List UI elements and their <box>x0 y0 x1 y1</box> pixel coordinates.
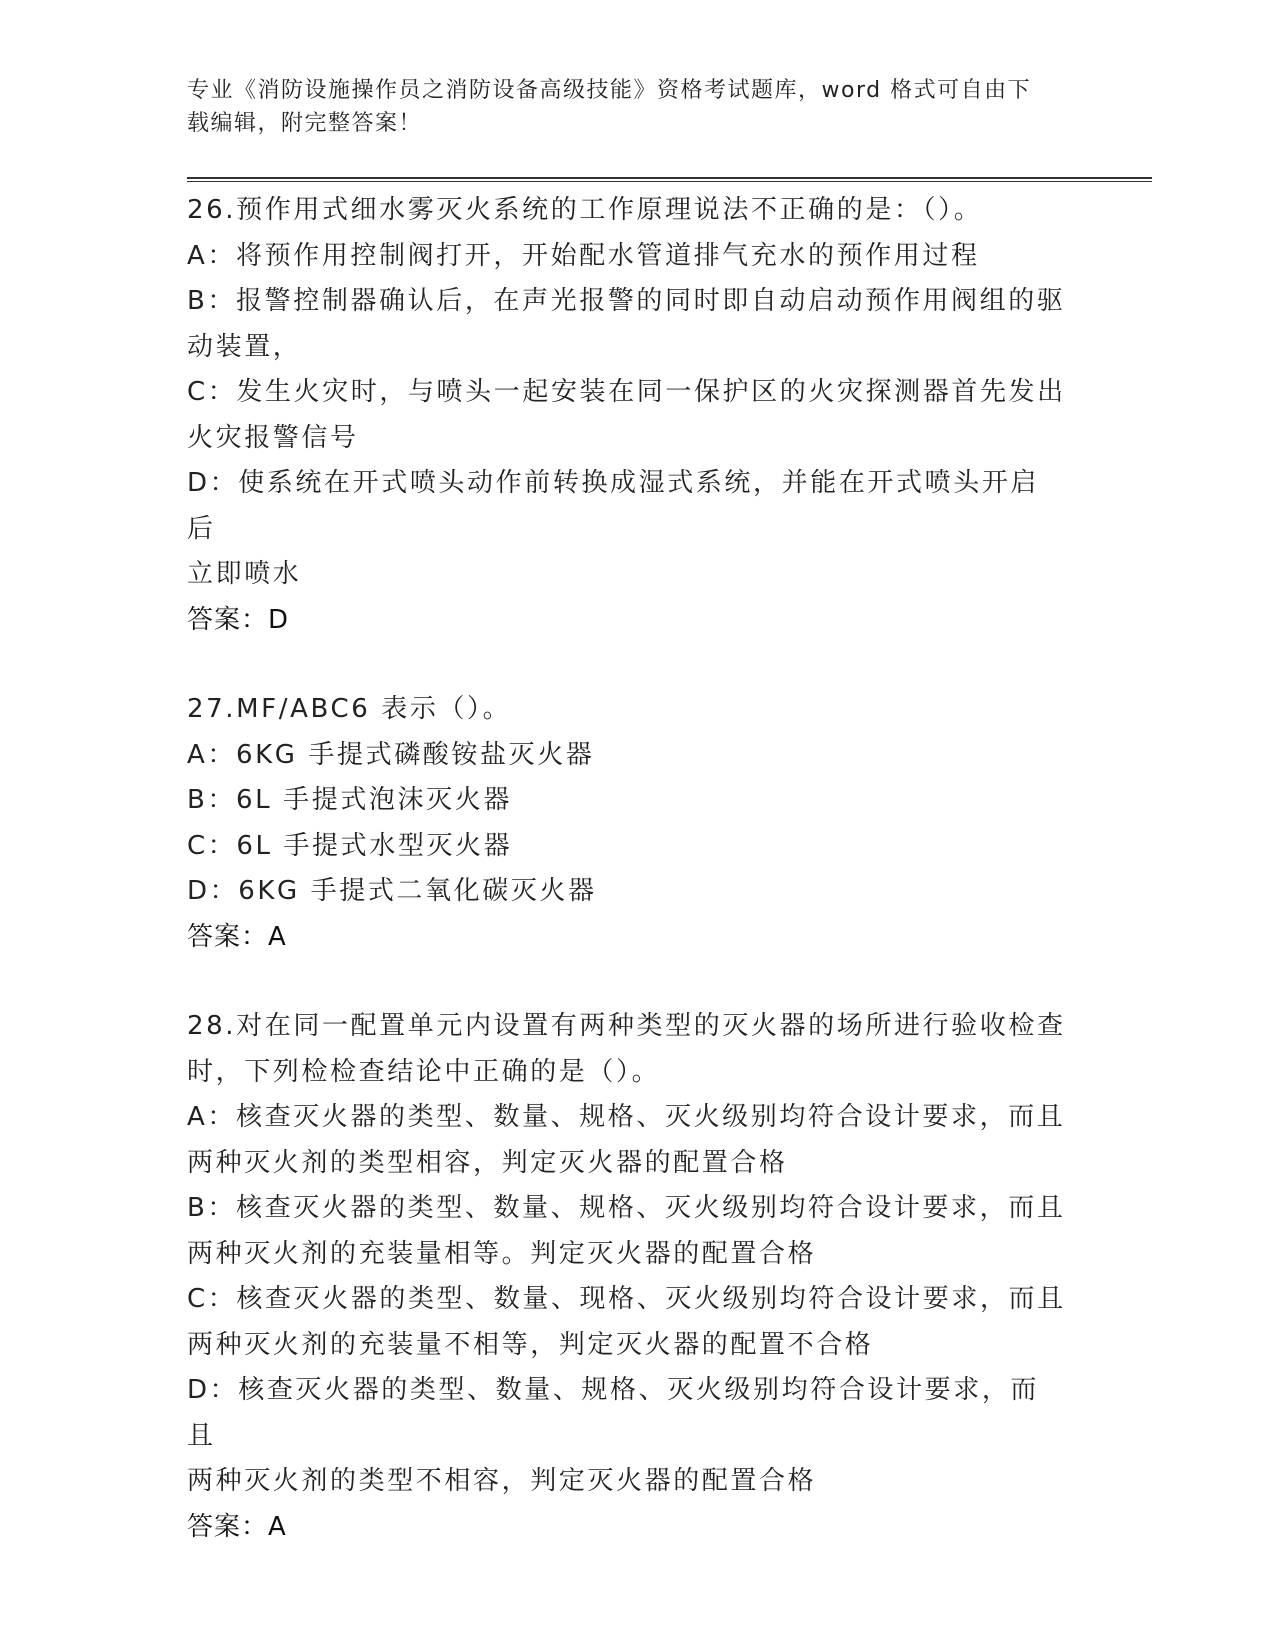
answer-value: A <box>268 1511 286 1542</box>
question-list <box>187 188 1067 1594</box>
header-line-1: 专业《消防设施操作员之消防设备高级技能》资格考试题库，word 格式可自由下 <box>187 78 1032 103</box>
option-b: B：核查灭火器的类型、数量、规格、灭火级别均符合设计要求，而且 <box>187 1193 1066 1223</box>
option-c-continued: 火灾报警信号 <box>187 422 359 453</box>
option-c-continued: 两种灭火剂的充装量不相等，判定灭火器的配置不合格 <box>187 1329 874 1360</box>
option-b: B：6L 手提式泡沫灭火器 <box>187 785 512 815</box>
option-c: C：6L 手提式水型灭火器 <box>187 830 513 861</box>
answer <box>187 915 1067 961</box>
page-header <box>187 74 1067 140</box>
option-a: A：核查灭火器的类型、数量、规格、灭火级别均符合设计要求，而且 <box>187 1102 1066 1132</box>
option-d-continued: 立即喷水 <box>187 559 302 589</box>
option-d: D：核查灭火器的类型、数量、规格、灭火级别均符合设计要求，而且 <box>187 1375 1040 1451</box>
option-b: B：报警控制器确认后，在声光报警的同时即自动启动预作用阀组的驱 <box>187 286 1066 316</box>
question-stem-line: 26.预作用式细水雾灭火系统的工作原理说法不正确的是：（）。 <box>187 195 983 225</box>
option-b-continued: 两种灭火剂的充装量相等。判定灭火器的配置合格 <box>187 1238 817 1269</box>
option-c: C：发生火灾时，与喷头一起安装在同一保护区的火灾探测器首先发出 <box>187 377 1066 407</box>
option-d: D：使系统在开式喷头动作前转换成湿式系统，并能在开式喷头开启后 <box>187 468 1040 544</box>
question-stem-line-continued: 时，下列检检查结论中正确的是（）。 <box>187 1056 661 1087</box>
answer-value: D <box>268 604 289 635</box>
question-27 <box>187 687 1067 960</box>
answer-label: 答案： <box>187 921 269 952</box>
option-a: A：将预作用控制阀打开，开始配水管道排气充水的预作用过程 <box>187 240 980 271</box>
question-stem-line: 27.MF/ABC6 表示（）。 <box>187 694 512 724</box>
option-a-continued: 两种灭火剂的类型相容，判定灭火器的配置合格 <box>187 1147 788 1178</box>
option-d-continued: 两种灭火剂的类型不相容，判定灭火器的配置合格 <box>187 1466 817 1496</box>
option-a: A：6KG 手提式磷酸铵盐灭火器 <box>187 739 595 770</box>
answer <box>187 1505 1067 1551</box>
answer-label: 答案： <box>187 1511 269 1542</box>
question-26 <box>187 188 1067 643</box>
option-d: D：6KG 手提式二氧化碳灭火器 <box>187 876 597 906</box>
question-stem-line: 28.对在同一配置单元内设置有两种类型的灭火器的场所进行验收检查 <box>187 1011 1066 1041</box>
question-28 <box>187 1004 1067 1550</box>
header-line-2: 载编辑，附完整答案！ <box>187 111 423 136</box>
answer-value: A <box>268 921 286 952</box>
option-b-continued: 动装置， <box>187 331 302 362</box>
answer-label: 答案： <box>187 604 269 635</box>
option-c: C：核查灭火器的类型、数量、现格、灭火级别均符合设计要求，而且 <box>187 1284 1066 1314</box>
answer <box>187 598 1067 644</box>
header-divider <box>187 177 1152 183</box>
